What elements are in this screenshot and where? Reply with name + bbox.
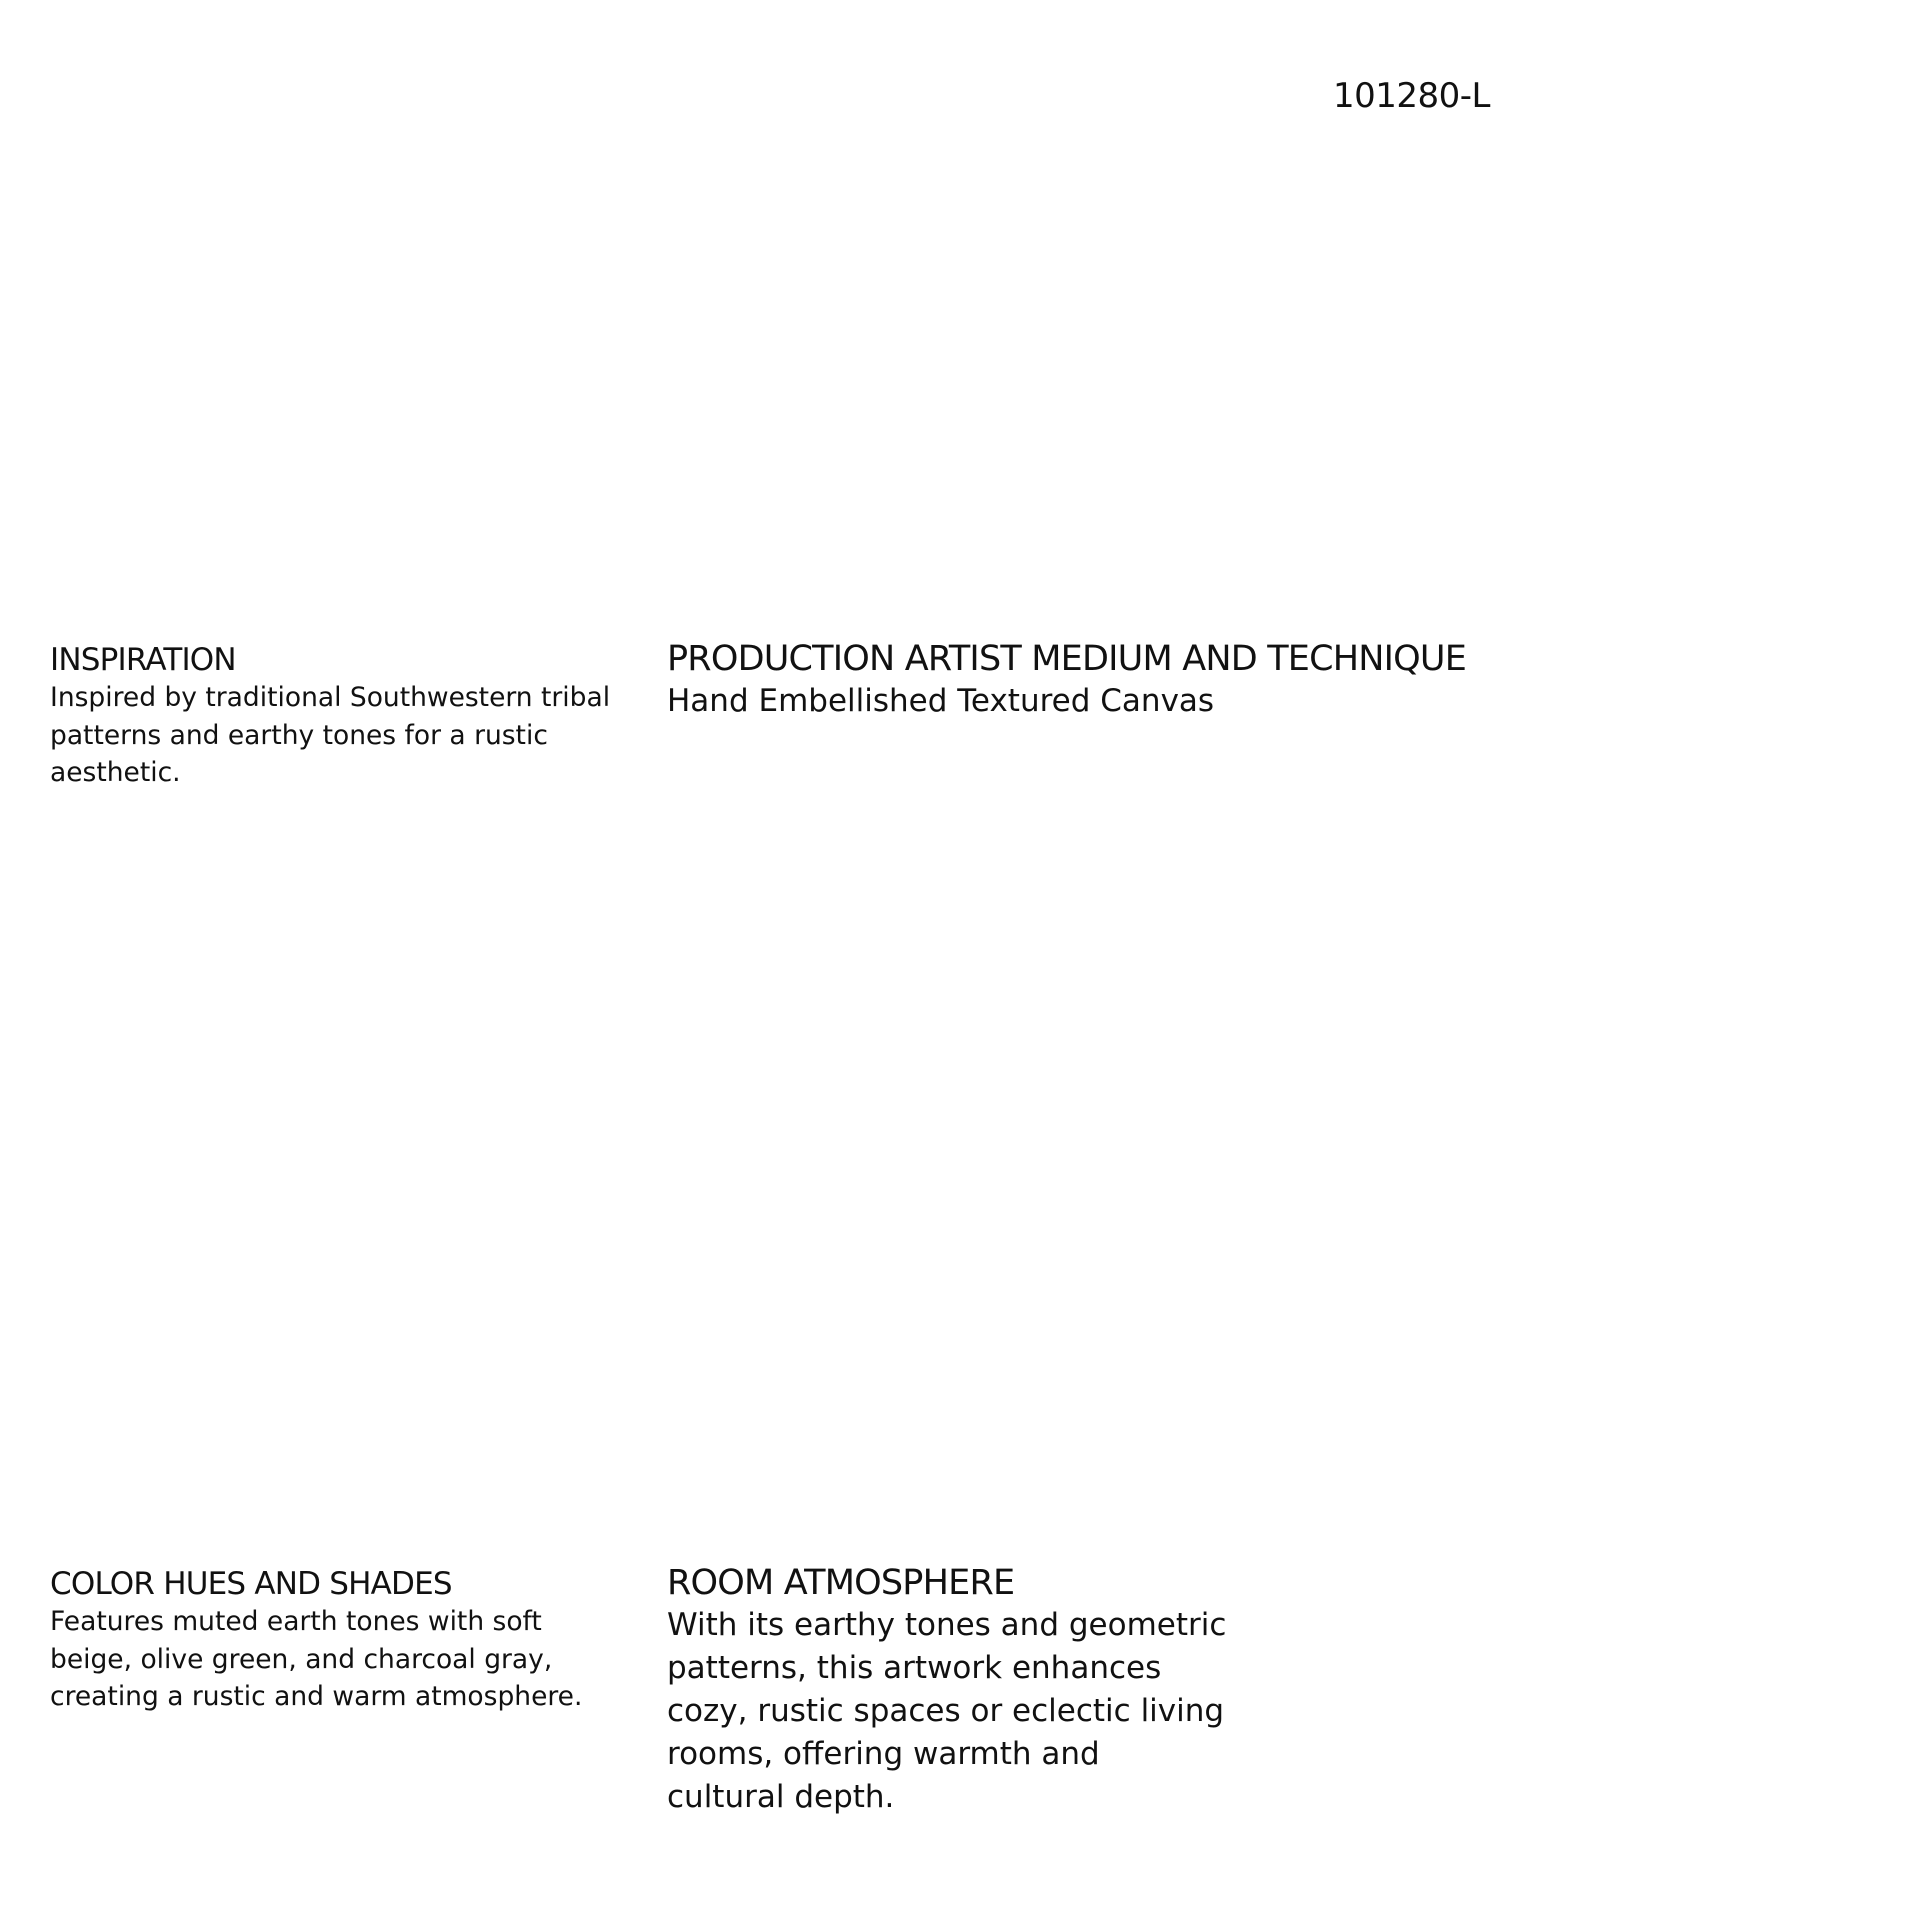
color-hues-text: Features muted earth tones with soft beige, olive green, and charcoal gray, creating a rustic and warm atmosphere. (50, 1606, 583, 1712)
medium-technique-section (667, 638, 1466, 723)
product-sku: 101280-L (1333, 76, 1491, 116)
room-atmosphere-heading: ROOM ATMOSPHERE (667, 1563, 1015, 1603)
medium-technique-text: Hand Embellished Textured Canvas (667, 683, 1215, 719)
inspiration-text: Inspired by traditional Southwestern tribal patterns and earthy tones for a rustic aesthetic. (50, 682, 611, 788)
room-atmosphere-section (667, 1562, 1227, 1819)
color-hues-heading: COLOR HUES AND SHADES (50, 1566, 452, 1602)
room-atmosphere-text: With its earthy tones and geometric patterns, this artwork enhances cozy, rustic spaces or eclectic living rooms, offering warmth and cultural depth. (667, 1607, 1227, 1815)
medium-technique-heading: PRODUCTION ARTIST MEDIUM AND TECHNIQUE (667, 639, 1467, 679)
color-hues-section (50, 1565, 630, 1716)
inspiration-section (50, 641, 630, 792)
inspiration-heading: INSPIRATION (50, 642, 236, 678)
